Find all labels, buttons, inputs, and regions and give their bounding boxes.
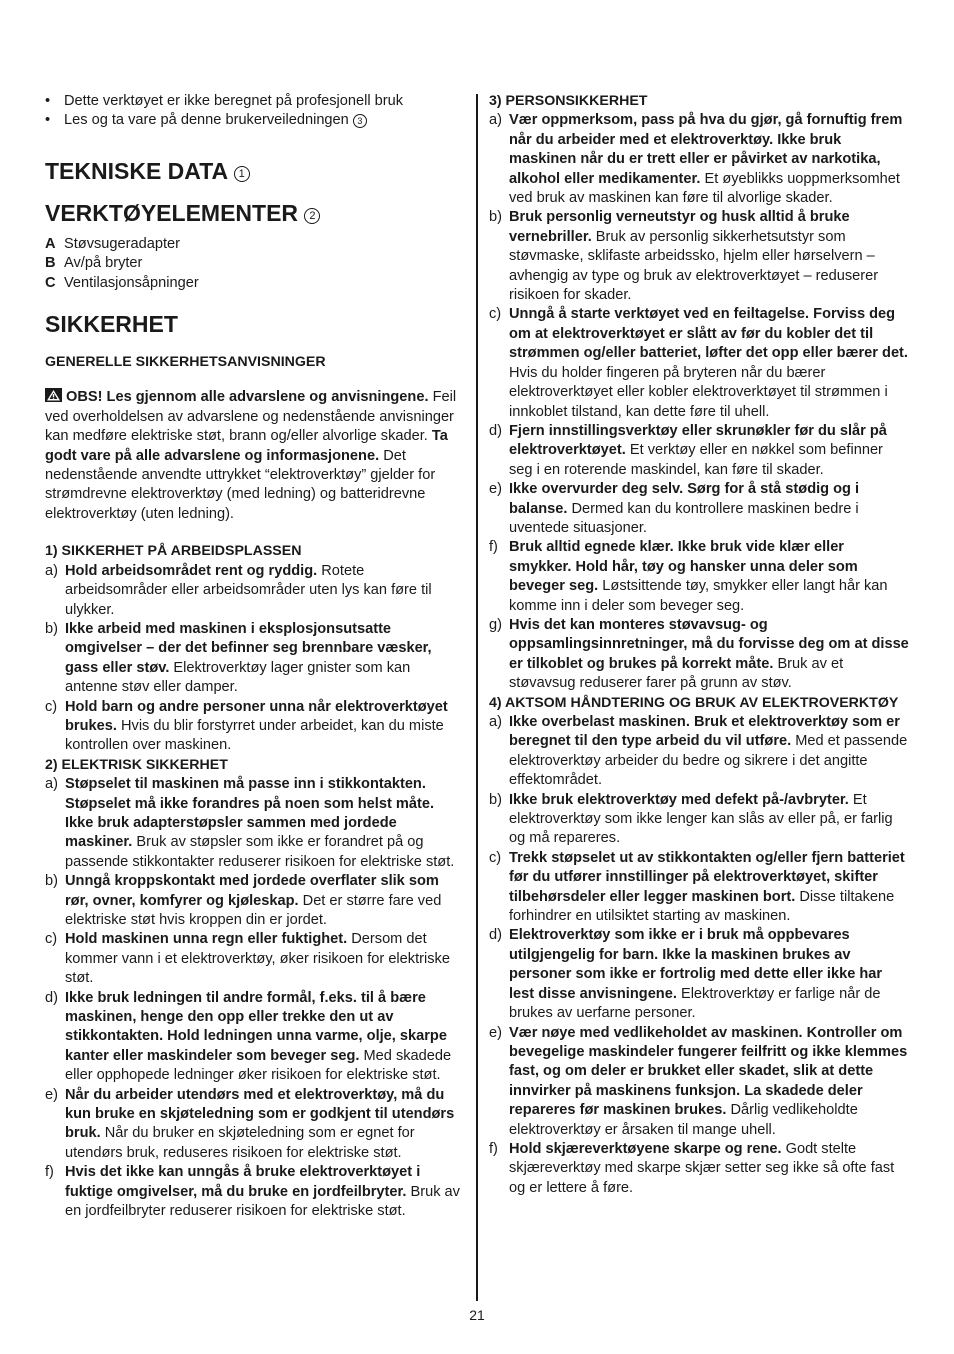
column-divider [476,94,478,1301]
intro-bullet-text: Dette verktøyet er ikke beregnet på profesjonell bruk [64,93,404,109]
page-number: 21 [469,1307,485,1323]
list-item-letter: f) [489,539,498,556]
list-item [45,1086,465,1164]
right-column [489,92,909,1198]
list-item-letter: a) [45,562,58,579]
list-item-letter: d) [489,927,502,944]
list-item-letter: c) [489,306,502,323]
list-item-bold: Støpselet til maskinen må passe inn i stikkontakten. Støpselet må ikke forandres på noen som helst måte. Ikke bruk adapterstøpsler sammen med jordede maskiner. [65,776,435,851]
tool-elements-heading [45,200,465,226]
warning-paragraph [45,388,465,524]
warning-bold-text: Ta godt vare på alle advarslene og informasjonene. [45,428,448,464]
intro-bullets [45,92,465,131]
tool-element-letter: A [45,235,56,252]
warning-text: Det nedenstående anvendte uttrykket “elektroverktøy” gjelder for strømdrevne elektroverktøy (med ledning) og batteridrevne elektroverktøy (uten ledning). [45,447,436,522]
list-item-text: Bruk av et støvavsug reduserer farer på grunn av støv. [509,655,844,692]
safety-heading: SIKKERHET [45,311,178,338]
list-item-text: Bruk av støpsler som ikke er forandret på og passende stikkontakter reduserer risikoen for elektriske støt. [65,834,455,870]
list-item [45,930,465,988]
list-item-letter: d) [45,989,58,1006]
section-1-list [45,562,465,756]
list-item-text: Bruk av personlig sikkerhetsutstyr som støvmaske, sklifaste arbeidssko, hjelm eller hørselvern – avhengig av type og bruk av elektroverktøyet – reduserer risikoen for skader. [509,228,879,304]
list-item-letter: a) [45,776,58,793]
list-item [489,538,909,616]
section-heading-3: 3) PERSONSIKKERHET [489,93,648,109]
figure-ref-2: 2 [304,208,320,224]
section-heading-1: 1) SIKKERHET PÅ ARBEIDSPLASSEN [45,543,302,560]
list-item-letter: f) [489,1140,498,1157]
list-item-text: Dermed kan du kontrollere maskinen bedre i uventede situasjoner. [509,500,859,536]
list-item [489,1024,909,1140]
list-item-text: Rotete arbeidsområder eller arbeidsområder uten lys kan føre til ulykker. [65,562,432,618]
list-item [489,713,909,791]
tool-element [45,254,465,273]
list-item-bold: Hold skjæreverktøyene skarpe og rene. [509,1140,782,1157]
tool-element [45,274,465,293]
list-item-bold: Hold barn og andre personer unna når elektroverktøyet brukes. [65,698,448,734]
list-item [489,422,909,480]
list-item-letter: e) [489,1024,502,1041]
list-item-text: Det er større fare ved elektriske støt hvis kroppen din er jordet. [65,892,442,928]
list-item-letter: c) [45,931,58,948]
warning-text: Feil ved overholdelsen av advarslene og nedenstående anvisninger kan medføre elektriske støt, brann og/eller alvorlige skader. [45,389,457,445]
tech-data-heading [45,158,465,184]
list-item [489,616,909,694]
list-item [489,926,909,1023]
intro-bullet-text: Les og ta vare på denne brukerveiledningen [64,112,349,129]
list-item [45,989,465,1086]
warning-triangle-icon [45,388,62,402]
list-item-letter: b) [45,620,58,637]
tool-element-letter: C [45,274,56,291]
list-item [489,1140,909,1198]
list-item-bold: Hvis det ikke kan unngås å bruke elektroverktøyet i fuktige omgivelser, må du bruke en jordfeilbryter. [65,1164,421,1200]
general-safety-heading: GENERELLE SIKKERHETSANVISNINGER [45,354,326,371]
list-item-text: Et verktøy eller en nøkkel som befinner seg i en roterende maskindel, kan føre til skader. [509,442,883,478]
tool-elements-list [45,235,465,293]
list-item-bold: Vær nøye med vedlikeholdet av maskinen. Kontroller om bevegelige maskindeler fungerer feilfritt og ikke klemmes fast, og om deler er brukket eller skadet, slik at dette innvirker på maskinens funksjon. La skadede deler repareres før maskinen brukes. [509,1024,908,1119]
figure-ref-3: 3 [353,114,367,128]
list-item [489,791,909,849]
list-item-bold: Hold arbeidsområdet rent og ryddig. [65,562,318,579]
list-item [45,872,465,930]
list-item [45,775,465,872]
list-item [45,562,465,620]
list-item-letter: c) [489,849,502,866]
list-item-letter: c) [45,698,58,715]
tool-elements-heading-text: VERKTØYELEMENTER [45,199,299,226]
list-item-bold: Trekk støpselet ut av stikkontakten og/eller fjern batteriet før du utfører innstillinger på elektroverktøyet, skifter tilbehørsdeler eller legger maskinen bort. [509,849,905,905]
list-item-text: Med et passende elektroverktøy arbeider du bedre og sikrere i det angitte effektområdet. [509,733,908,789]
section-heading-4-text: 4) AKTSOM HÅNDTERING OG BRUK AV ELEKTROVERKTØY [489,694,899,711]
list-item-letter: b) [489,209,502,226]
tool-element-text: Ventilasjonsåpninger [64,274,199,291]
list-item [489,111,909,208]
list-item-bold: Vær oppmerksom, pass på hva du gjør, gå fornuftig frem når du arbeider med et elektroverktøy. Ikke bruk maskinen når du er trett eller er påvirket av narkotika, alkohol eller medikamenter. [509,112,903,187]
list-item-bold: Når du arbeider utendørs med et elektroverktøy, må du kun bruke en skjøteledning som er godkjent til utendørs bruk. [65,1086,455,1142]
list-item-letter: b) [489,791,502,808]
intro-bullet [45,111,465,130]
list-item-text: Hvis du blir forstyrret under arbeidet, kan du miste kontrollen over maskinen. [65,717,444,754]
list-item-letter: e) [489,481,502,498]
list-item-text: Dersom det kommer vann i et elektroverktøy, øker risikoen for elektriske støt. [65,931,450,987]
list-item [45,698,465,756]
list-item-text: Elektroverktøy lager gnister som kan antenne støv eller damper. [65,659,411,696]
section-2-list [45,775,465,1221]
list-item [489,480,909,538]
list-item-text: Elektroverktøy er farlige når de brukes av uerfarne personer. [509,985,881,1022]
tool-element [45,235,465,254]
list-item-letter: b) [45,873,58,890]
warning-bold-text: OBS! Les gjennom alle advarslene og anvisningene. [66,389,429,406]
section-4-list [489,713,909,1198]
list-item-bold: Hold maskinen unna regn eller fuktighet. [65,931,348,948]
intro-bullet [45,92,465,111]
section-3-list [489,111,909,693]
list-item-letter: a) [489,112,502,129]
list-item-text: Med skadede eller opphopede ledninger øker risikoen for elektriske støt. [65,1047,452,1084]
list-item-letter: f) [45,1164,54,1181]
list-item [489,208,909,305]
list-item-text: Disse tiltakene forhindrer en utilsiktet starting av maskinen. [509,888,895,925]
list-item-bold: Ikke bruk elektroverktøy med defekt på-/avbryter. [509,791,849,808]
list-item-bold: Unngå kroppskontakt med jordede overflater slik som rør, ovner, komfyrer og kjøleskap. [65,873,439,909]
list-item-letter: a) [489,714,502,730]
list-item-text: Et øyeblikks uoppmerksomhet ved bruk av maskinen kan føre til alvorlige skader. [509,170,900,207]
list-item-letter: e) [45,1086,58,1103]
list-item-bold: Ikke bruk ledningen til andre formål, f.eks. til å bære maskinen, henge den opp eller trekke den ut av stikkontakten. Hold ledningen unna varme, olje, skarpe kanter eller maskindeler som beveger seg. [65,989,447,1064]
tool-element-text: Støvsugeradapter [64,235,181,252]
tool-element-letter: B [45,255,56,272]
list-item [45,620,465,698]
list-item-text: Når du bruker en skjøteledning som er egnet for utendørs bruk, reduseres risikoen for elektriske støt. [65,1125,415,1161]
list-item-letter: g) [489,616,502,633]
list-item-text: Godt stelte skjæreverktøy med skarpe skjær setter seg ikke så ofte fast og er lettere å føre. [509,1140,895,1196]
tool-element-text: Av/på bryter [64,255,143,272]
list-item [45,1163,465,1221]
list-item-bold: Elektroverktøy som ikke er i bruk må oppbevares utilgjengelig for barn. Ikke la maskinen brukes av personer som ikke er fortrolig med dette eller ikke har lest disse anvisningene. [509,927,883,1002]
list-item-text: Et elektroverktøy som ikke lenger kan slås av eller på, er farlig og må repareres. [509,791,893,847]
section-heading-2: 2) ELEKTRISK SIKKERHET [45,756,228,773]
list-item-text: Bruk av en jordfeilbryter reduserer risikoen for elektriske støt. [65,1183,460,1220]
list-item-bold: Fjern innstillingsverktøy eller skrunøkler før du slår på elektroverktøyet. [509,422,887,459]
list-item-bold: Unngå å starte verktøyet ved en feiltagelse. Forviss deg om at elektroverktøyet er slått av før du kobler det til strømmen og/eller batteriet, løfter det opp eller bærer det. [509,306,908,362]
tech-data-heading-text: TEKNISKE DATA [45,157,228,184]
section-heading-4 [489,694,909,713]
left-column [45,92,465,1222]
figure-ref-1: 1 [234,166,250,182]
list-item-bold: Ikke arbeid med maskinen i eksplosjonsutsatte omgivelser – der det befinner seg brennbare væsker, gass eller støv. [65,620,432,676]
list-item-bold: Hvis det kan monteres støvavsug- og oppsamlingsinnretninger, må du forvisse deg om at disse er tilkoblet og brukes på korrekt måte. [509,616,909,672]
list-item-bold: Ikke overbelast maskinen. Bruk et elektroverktøy som er beregnet til den type arbeid du vil utføre. [509,714,900,750]
list-item-letter: d) [489,422,502,439]
list-item-bold: Bruk alltid egnede klær. Ikke bruk vide klær eller smykker. Hold hår, tøy og hansker unna deler som beveger seg. [509,539,858,595]
list-item [489,305,909,421]
list-item-bold: Bruk personlig verneutstyr og husk alltid å bruke vernebriller. [509,209,850,245]
list-item-text: Hvis du holder fingeren på bryteren når du bærer elektroverktøyet eller kobler elektroverktøyet til strømmen i innkoblet tilstand, kan dette føre til uhell. [509,364,888,420]
list-item-bold: Ikke overvurder deg selv. Sørg for å stå stødig og i balanse. [509,481,860,517]
list-item [489,849,909,927]
list-item-text: Løstsittende tøy, smykker eller langt hår kan komme inn i deler som beveger seg. [509,578,888,614]
list-item-text: Dårlig vedlikeholdte elektroverktøy er årsaken til mange uhell. [509,1102,858,1138]
